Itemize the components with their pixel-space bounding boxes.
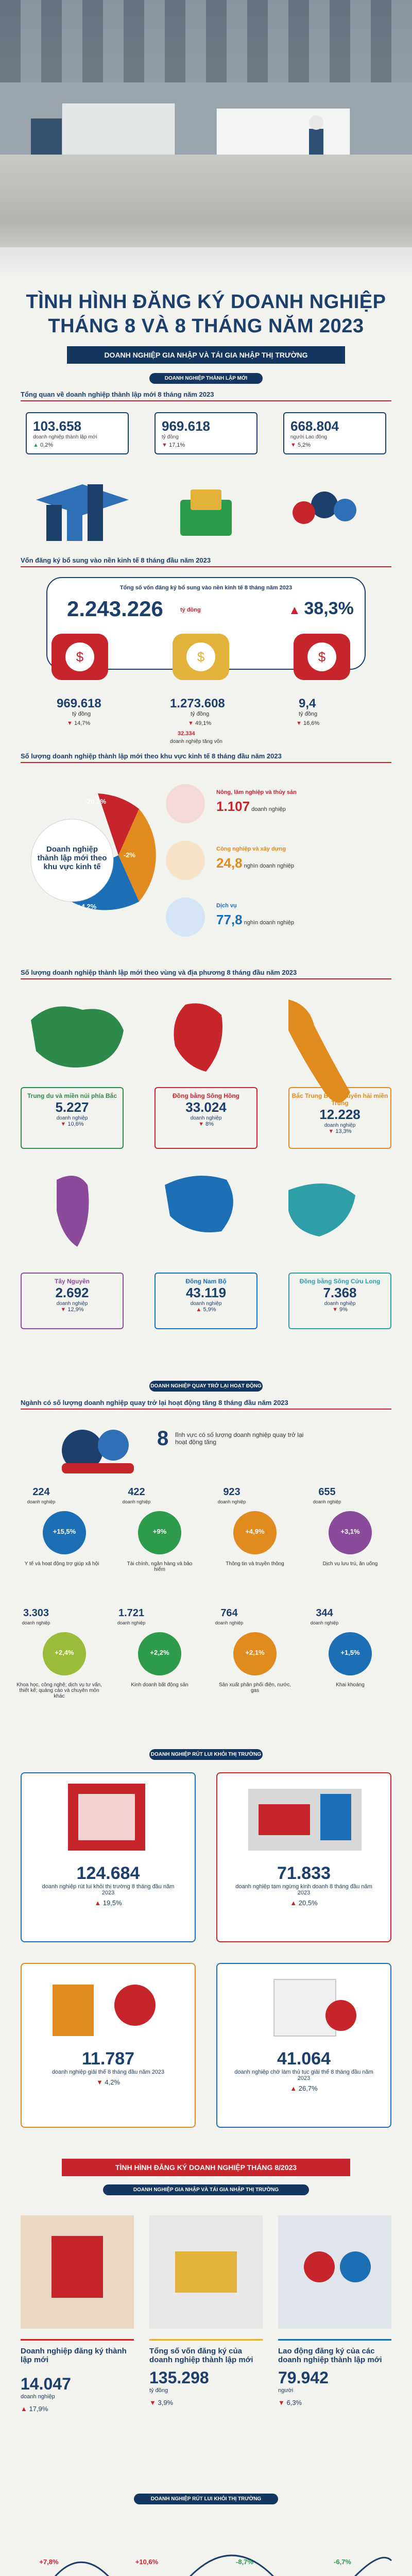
overview-stat: 103.658 doanh nghiệp thành lập mới ▲ 0,2%: [26, 412, 129, 454]
overview-stat: 668.804 người Lao động ▼ 5,2%: [283, 412, 386, 454]
region-card: Đồng bằng Sông Hồng 33.024 doanh nghiệp ▼ 8%: [154, 1087, 258, 1149]
month-stat: Tổng số vốn đăng ký của doanh nghiệp thành lập mới 135.298 tỷ đồng ▼ 3,9%: [149, 2339, 263, 2458]
capital-part-value: 969.618: [57, 697, 101, 710]
overview-heading: Tổng quan về doanh nghiệp thành lập mới 8 tháng năm 2023: [21, 391, 214, 398]
pill-returning: DOANH NGHIỆP QUAY TRỞ LẠI HOẠT ĐỘNG: [149, 1381, 263, 1392]
overview-stat: 969.618 tỷ đồng ▼ 17,1%: [154, 412, 258, 454]
region-card: Đông Nam Bộ 43.119 doanh nghiệp ▲ 5,9%: [154, 1273, 258, 1329]
exit-card: 11.787 doanh nghiệp giải thể 8 tháng đầu năm 2023 ▼ 4,2%: [21, 1963, 196, 2128]
sectors-center-label: Doanh nghiệp thành lập mới theo khu vực kinh tế: [37, 845, 107, 871]
pill-month: DOANH NGHIỆP GIA NHẬP VÀ TÁI GIA NHẬP THỊ TRƯỜNG: [103, 2184, 309, 2195]
infographic: TÌNH HÌNH ĐĂNG KÝ DOANH NGHIỆP THÁNG 8 VÀ 8 THÁNG NĂM 2023 DOANH NGHIỆP GIA NHẬP VÀ TÁI GIA NHẬP THỊ TRƯỜNG DOANH NGHIỆP THÀNH LẬP MỚI Tổng quan về doanh nghiệp thành lập mới 8 tháng năm 2023 103.658 doanh nghiệp thành lập mới ▲ 0,2% 969.618 tỷ đồng ▼ 17,1% 668.804 người Lao động ▼ 5,2% Vốn đăng ký bổ sung vào nền kinh tế 8 tháng đầu năm 2023 Tổng số vốn đăng ký bổ sung vào nền kinh tế 8 tháng năm 2023 2.243.226 tỷ đồng ▲ 38,3% $ $ $ 969.618 tỷ đồng ▼ 14,7% 1.273.608 tỷ đồng ▼ 49,1% 32.334 doanh nghiệp tăng vốn 9,4 tỷ đồng ▼ 16,6% Số lượng doanh nghiệp thành lập mới theo khu vực kinh tế 8 tháng đầu năm 2023 Doanh nghiệp thành lập mới theo khu vực kinh tế -20,2% -2% +4,2% Nông, lâm nghiệp và thủy sản 1.107 doanh nghiệp Công nghiệp và xây dựng 24,8 nghìn doanh nghiệp Dịch vụ 77,8 nghìn doanh nghiệp Số lượng doanh nghiệp thành lập mới theo vùng và địa phương 8 tháng đầu năm 2023 Trung du và miền núi phía Bắc 5.227 doanh nghiệp ▼ 10,6% Đồng bằng Sông Hồng 33.024 doanh nghiệp ▼ 8% Bắc Trung Bộ và Duyên hải miền Trung 12.228 doanh nghiệp ▼ 13,3% Tây Nguyên 2.692 doanh nghiệp ▼ 12,9% Đông Nam Bộ 43.119 doanh nghiệp ▲ 5,9% Đồng bằng Sông Cửu Long 7.368 doanh nghiệp ▼ 9% DOANH NGHIỆP QUAY TRỞ LẠI HOẠT ĐỘNG Ngành có số lượng doanh nghiệp quay trở lại hoạt động tăng 8 tháng đầu năm 2023 8 lĩnh vực có số lượng doanh nghiệp quay trở lại hoạt động tăng 224 doanh nghiệp +15,5% Y tế và hoạt động trợ giúp xã hội 422 doanh nghiệp +9% Tài chính, ngân hàng và bảo hiểm 923 doanh nghiệp +4,9% Thông tin và truyền thông 655 doanh nghiệp +3,1% Dịch vụ lưu trú, ăn uống 3.303 doanh nghiệp +2,4% Khoa học, công nghệ; dịch vụ tư vấn, thiết kế; quảng cáo và chuyên môn khác 1.721 doanh nghiệp +2,2% Kinh doanh bất động sản 764 doanh nghiệp +2,1% Sản xuất phân phối điện, nước, gas 344 doanh nghiệp +1,5% Khai khoáng DOANH NGHIỆP RÚT LUI KHỎI THỊ TRƯỜNG 124.684 doanh nghiệp rút lui khỏi thị trường 8 tháng đầu năm 2023 ▲ 19,5% 71.833 doanh nghiệp tạm ngừng kinh doanh 8 tháng đầu năm 2023 ▲ 20,5% 11.787 doanh nghiệp giải thể 8 tháng đầu năm 2023 ▼ 4,2% 41.064 doanh nghiệp chờ làm thủ tục giải thể 8 tháng đầu năm 2023 ▲ 26,7% TÌNH HÌNH ĐĂNG KÝ DOANH NGHIỆP THÁNG 8/2023 DOANH NGHIỆP GIA NHẬP VÀ TÁI GIA NHẬP THỊ TRƯỜNG Doanh nghiệp đăng ký thành lập mới 14.047 doanh nghiệp ▲ 17,9% Tổng số vốn đăng ký của doanh nghiệp thành lập mới 135.298 tỷ đồng ▼ 3,9% Lao động đăng ký của các doanh nghiệp thành lập mới 79.942 người ▼ 6,3% DOANH NGHIỆP RÚT LUI KHỎI THỊ TRƯỜNG +7,8% +10,6% -8,7% -6,7%: [0, 0, 412, 2576]
month-illustrations: [21, 2205, 391, 2339]
regions-heading: Số lượng doanh nghiệp thành lập mới theo vùng và địa phương 8 tháng đầu năm 2023: [21, 969, 297, 976]
overview-illustration: [26, 469, 386, 546]
month-exit-circles: [10, 2514, 402, 2576]
region-card: Bắc Trung Bộ và Duyên hải miền Trung 12.228 doanh nghiệp ▼ 13,3%: [288, 1087, 391, 1149]
month-stat: Doanh nghiệp đăng ký thành lập mới 14.047 doanh nghiệp ▲ 17,9%: [21, 2339, 134, 2458]
returning-illustration: [52, 1419, 144, 1481]
section-bar-august: TÌNH HÌNH ĐĂNG KÝ DOANH NGHIỆP THÁNG 8/2023: [62, 2159, 350, 2176]
capital-total-value: 2.243.226: [67, 597, 163, 621]
svg-text:$: $: [76, 649, 84, 665]
month-stat: Lao động đăng ký của các doanh nghiệp thành lập mới 79.942 người ▼ 6,3%: [278, 2339, 391, 2458]
capital-heading: Vốn đăng ký bổ sung vào nền kinh tế 8 tháng đầu năm 2023: [21, 556, 211, 564]
returning-heading: Ngành có số lượng doanh nghiệp quay trở lại hoạt động tăng 8 tháng đầu năm 2023: [21, 1399, 288, 1406]
svg-text:$: $: [197, 649, 205, 665]
region-card: Trung du và miền núi phía Bắc 5.227 doanh nghiệp ▼ 10,6%: [21, 1087, 124, 1149]
exit-card: 71.833 doanh nghiệp tạm ngừng kinh doanh 8 tháng đầu năm 2023 ▲ 20,5%: [216, 1772, 391, 1942]
pill-new-enterprises: DOANH NGHIỆP THÀNH LẬP MỚI: [149, 373, 263, 384]
overview-row: [26, 412, 386, 546]
pill-exit: DOANH NGHIỆP RÚT LUI KHỎI THỊ TRƯỜNG: [149, 1749, 263, 1760]
section-bar: DOANH NGHIỆP GIA NHẬP VÀ TÁI GIA NHẬP THỊ TRƯỜNG: [67, 346, 345, 364]
capital-icons: [41, 629, 371, 690]
svg-text:$: $: [318, 649, 326, 665]
region-card: Đồng bằng Sông Cửu Long 7.368 doanh nghiệp ▼ 9%: [288, 1273, 391, 1329]
region-card: Tây Nguyên 2.692 doanh nghiệp ▼ 12,9%: [21, 1273, 124, 1329]
hero-factory-image: [0, 0, 412, 278]
pill-month-exit: DOANH NGHIỆP RÚT LUI KHỎI THỊ TRƯỜNG: [134, 2494, 278, 2504]
exit-card: 124.684 doanh nghiệp rút lui khỏi thị trường 8 tháng đầu năm 2023 ▲ 19,5%: [21, 1772, 196, 1942]
page-title: TÌNH HÌNH ĐĂNG KÝ DOANH NGHIỆP: [26, 291, 386, 313]
capital-part-value: 9,4: [299, 697, 316, 710]
sectors-heading: Số lượng doanh nghiệp thành lập mới theo khu vực kinh tế 8 tháng đầu năm 2023: [21, 752, 282, 760]
exit-card: 41.064 doanh nghiệp chờ làm thủ tục giải thể 8 tháng đầu năm 2023 ▲ 26,7%: [216, 1963, 391, 2128]
capital-part-value: 1.273.608: [170, 697, 225, 710]
page-subtitle: THÁNG 8 VÀ 8 THÁNG NĂM 2023: [48, 315, 364, 337]
